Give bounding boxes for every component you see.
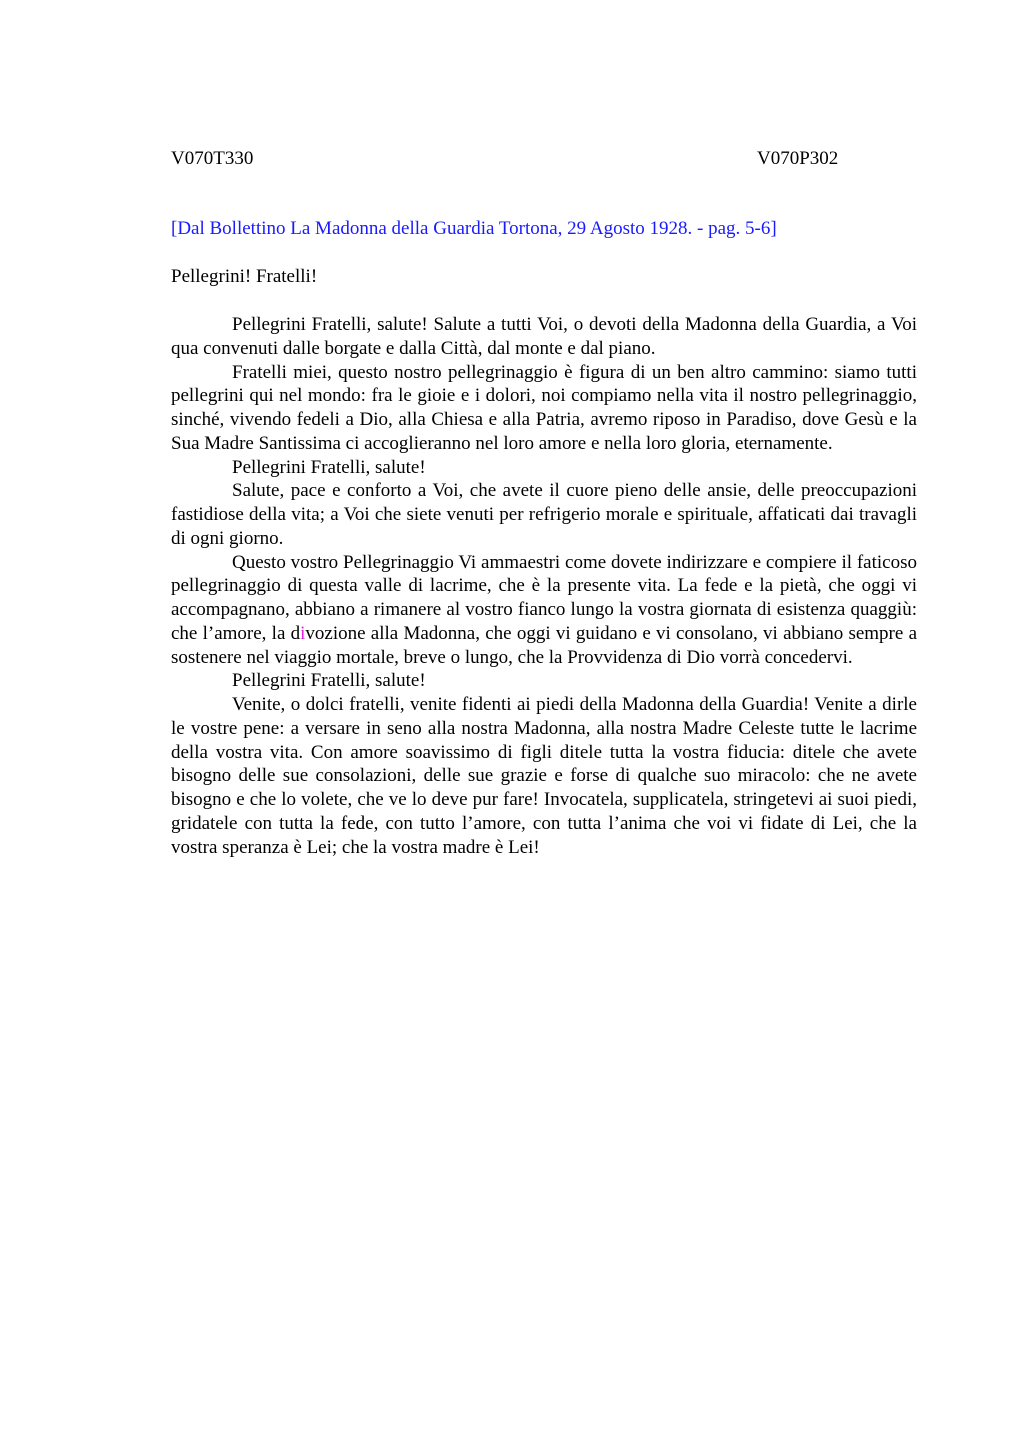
paragraph-text: vozione alla Madonna, che oggi vi guidano e vi consolano, vi abbiano sempre a sostenere nel viaggio mortale, breve o lungo, che la Provvidenza di Dio vorrà concedervi. (171, 622, 917, 668)
page-code-right: V070P302 (757, 148, 839, 169)
source-citation: [Dal Bollettino La Madonna della Guardia Tortona, 29 Agosto 1928. - pag. 5-6] (171, 218, 777, 239)
salutation: Pellegrini! Fratelli! (171, 266, 318, 287)
paragraph: Venite, o dolci fratelli, venite fidenti ai piedi della Madonna della Guardia! Venite a dirle le vostre pene: a versare in seno alla nostra Madonna, alla nostra Madre Celeste tutte le lacrime della vostra vita. Con amore soavissimo di figli ditele tutta la vostra fiducia: ditele che avete bisogno delle sue consolazioni, delle sue grazie e forse di qualche suo miracolo: che ne avete bisogno e che lo volete, che ve lo deve pur fare! Invocatela, supplicatela, stringetevi ai suoi piedi, gridatele con tutta la fede, con tutto l’amore, con tutta l’anima che voi vi fidate di Lei, che la vostra speranza è Lei; che la vostra madre è Lei! (171, 694, 917, 858)
paragraph: Pellegrini Fratelli, salute! (232, 670, 426, 692)
paragraph-text: Questo vostro Pellegrinaggio Vi ammaestri come dovete indirizzare e compiere il faticoso pellegrinaggio di questa valle di lacrime, che è la presente vita. La fede e la pietà, che oggi vi accompagnano, abbiano a rimanere al vostro fianco lungo la vostra giornata di esistenza quaggiù: che l’amore, la d (171, 551, 917, 644)
paragraph: Pellegrini Fratelli, salute! Salute a tutti Voi, o devoti della Madonna della Guardia, a Voi qua convenuti dalle borgate e dalla Città, dal monte e dal piano. (171, 314, 917, 359)
highlighted-letter: i (300, 622, 306, 644)
paragraph: Pellegrini Fratelli, salute! (232, 456, 426, 478)
paragraph: Fratelli miei, questo nostro pellegrinaggio è figura di un ben altro cammino: siamo tutti pellegrini qui nel mondo: fra le gioie e i dolori, noi compiamo nella vita il nostro pellegrinaggio, sinché, vivendo fedeli a Dio, alla Chiesa e alla Patria, avremo riposo in Paradiso, dove Gesù e la Sua Madre Santissima ci accoglieranno nel loro amore e nella loro gloria, eternamente. (171, 361, 917, 454)
document-code-left: V070T330 (171, 148, 254, 169)
paragraph: Salute, pace e conforto a Voi, che avete il cuore pieno delle ansie, delle preoccupazioni fastidiose della vita; a Voi che siete venuti per refrigerio morale e spirituale, affaticati dai travagli di ogni giorno. (171, 480, 917, 549)
paragraph (171, 551, 917, 670)
document-body (171, 313, 917, 859)
